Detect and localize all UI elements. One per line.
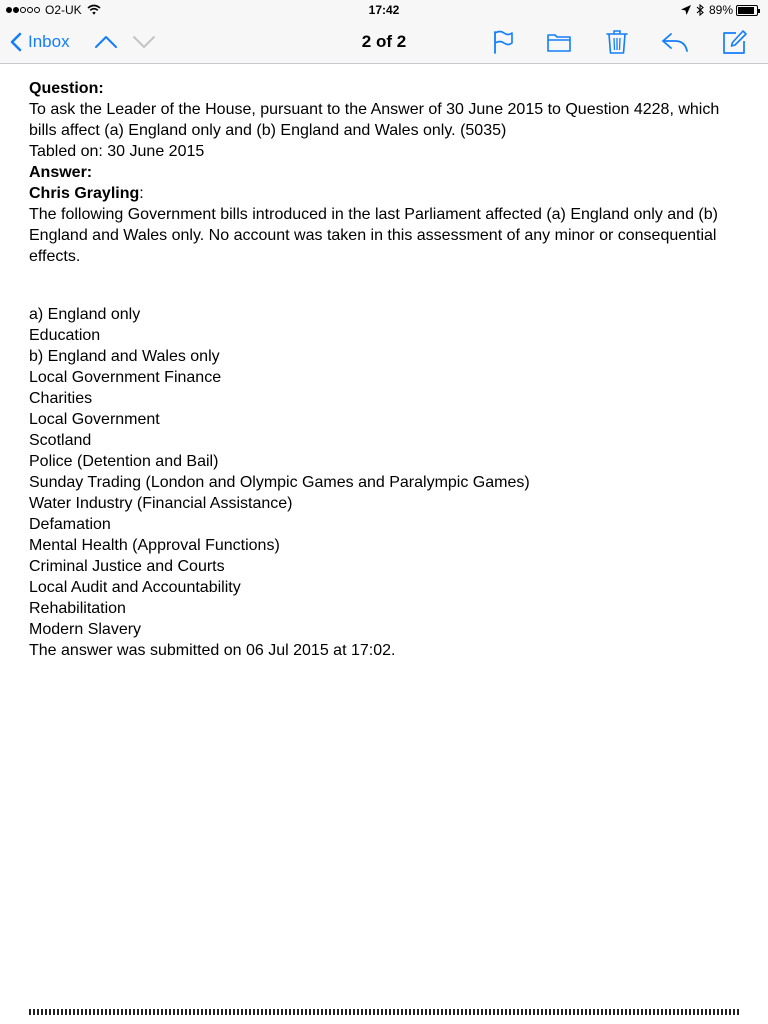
answerer-name: Chris Grayling — [29, 185, 140, 202]
list-item: Scotland — [29, 432, 92, 449]
trash-icon — [606, 29, 628, 55]
inbox-back-label: Inbox — [28, 32, 70, 51]
list-item: Sunday Trading (London and Olympic Games and Paralympic Games) — [29, 474, 530, 491]
bill-list — [29, 304, 744, 640]
answerer-suffix: : — [139, 185, 144, 202]
list-item: Defamation — [29, 516, 111, 533]
list-item: Criminal Justice and Courts — [29, 558, 225, 575]
list-item: b) England and Wales only — [29, 348, 220, 365]
tabled-date: Tabled on: 30 June 2015 — [29, 143, 205, 160]
email-body — [29, 78, 744, 661]
location-arrow-icon — [681, 5, 691, 15]
submitted-note: The answer was submitted on 06 Jul 2015 at 17:02. — [29, 642, 396, 659]
answerer-line — [29, 183, 744, 204]
cut-off-content-edge — [29, 1009, 741, 1015]
answer-intro: The following Government bills introduced in the last Parliament affected (a) England only and (b) England and Wales only. No account was taken in this assessment of any minor or consequential effects. — [29, 206, 718, 265]
folder-icon — [546, 31, 572, 53]
flag-icon — [492, 30, 514, 54]
status-right — [681, 3, 758, 17]
move-to-folder-button[interactable] — [544, 27, 574, 57]
compose-button[interactable] — [720, 27, 750, 57]
list-item: Water Industry (Financial Assistance) — [29, 495, 293, 512]
status-bar — [0, 0, 768, 20]
reply-button[interactable] — [660, 27, 690, 57]
carrier-name: O2-UK — [45, 3, 82, 17]
delete-button[interactable] — [602, 27, 632, 57]
battery-percent: 89% — [708, 3, 733, 17]
question-text: To ask the Leader of the House, pursuant to the Answer of 30 June 2015 to Question 4228, which bills affect (a) England only and (b) England and Wales only. (5035) — [29, 101, 720, 139]
battery-icon — [736, 5, 758, 16]
list-item: Rehabilitation — [29, 600, 126, 617]
list-item: Charities — [29, 390, 93, 407]
bluetooth-icon — [696, 4, 704, 16]
list-item: a) England only — [29, 306, 141, 323]
list-item: Local Audit and Accountability — [29, 579, 241, 596]
question-heading: Question: — [29, 80, 104, 97]
list-item: Modern Slavery — [29, 621, 142, 638]
flag-button[interactable] — [488, 27, 518, 57]
mail-toolbar — [0, 20, 768, 64]
list-item: Local Government — [29, 411, 160, 428]
message-position-title: 2 of 2 — [361, 32, 407, 51]
compose-icon — [722, 29, 748, 55]
list-item: Mental Health (Approval Functions) — [29, 537, 280, 554]
list-item: Local Government Finance — [29, 369, 222, 386]
reply-arrow-icon — [661, 31, 689, 53]
list-item: Education — [29, 327, 101, 344]
status-time: 17:42 — [368, 3, 400, 17]
answer-heading: Answer: — [29, 164, 93, 181]
list-item: Police (Detention and Bail) — [29, 453, 219, 470]
